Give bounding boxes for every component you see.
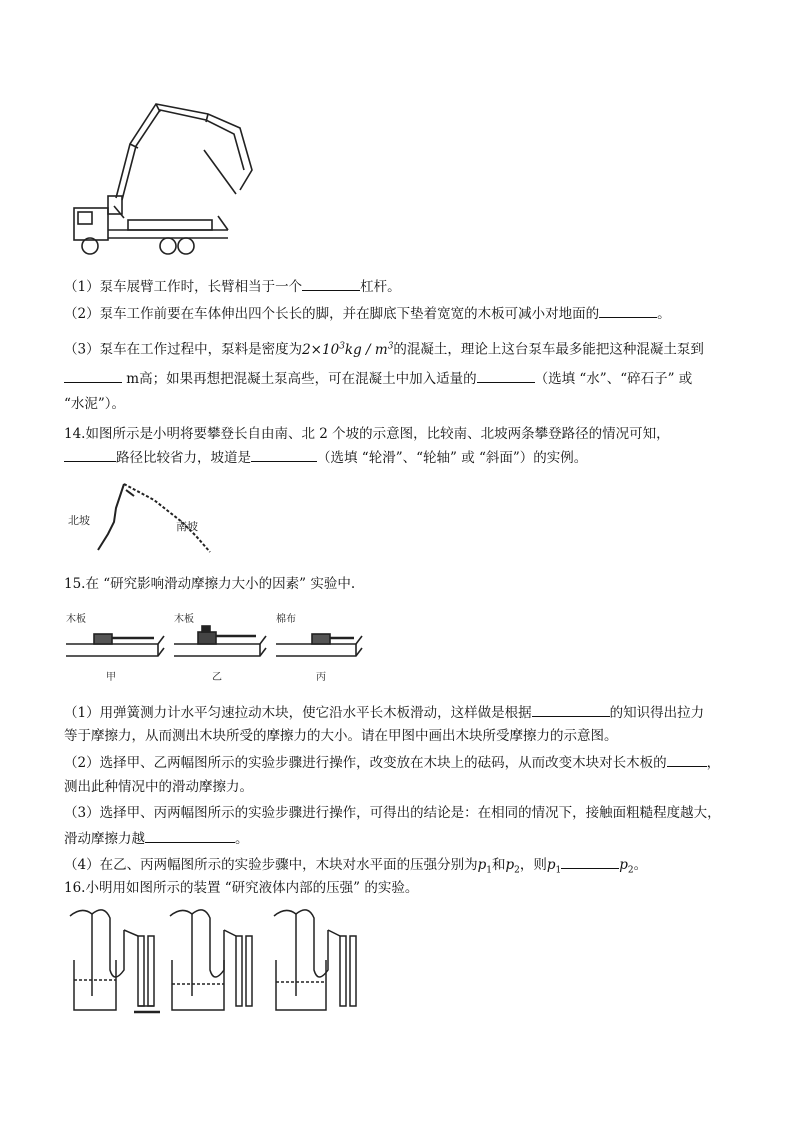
caption-jia: 甲 (106, 672, 116, 683)
q16-title-text: 16.小明用如图所示的装置 “研究液体内部的压强” 的实验。 (64, 880, 419, 896)
fig-label-yi-board: 木板 (174, 614, 194, 625)
pump-truck-figure (68, 98, 268, 260)
q15-p3-text: （3）选择甲、丙两幅图所示的实验步骤进行操作，可得出的结论是：在相同的情况下，接触面粗糙程度越大， (64, 805, 721, 821)
q13-part1 (64, 276, 401, 297)
north-slope-label: 北坡 (68, 514, 90, 527)
q15-p4-text: （4）在乙、丙两幅图所示的实验步骤中，木块对水平面的压强分别为 (64, 857, 478, 873)
q13-part3-line3 (64, 394, 125, 414)
q15-part2 (64, 752, 720, 773)
liquid-pressure-figure (64, 900, 364, 1016)
q15-part3-line2 (64, 828, 249, 849)
q13-p3b-text: m高；如果再想把混凝土泵高些，可在混凝土中加入适量的 (126, 371, 477, 387)
answer-blank-14-1[interactable] (64, 447, 116, 462)
q13-p3-text-end: 的混凝土，理论上这台泵车最多能把这种混凝土泵到 (393, 341, 704, 358)
q14-line1 (64, 424, 670, 444)
q16-title (64, 878, 418, 898)
q15-part1-line2 (64, 726, 618, 746)
q13-p3-text: （3）泵车在工作过程中，泵料是密度为 (64, 341, 303, 358)
q13-p3b-text-end: （选填 “水”、“碎石子” 或 (534, 371, 693, 387)
answer-blank-15-4[interactable] (561, 854, 619, 869)
answer-blank-15-1[interactable] (532, 702, 610, 717)
fig-label-jia-board: 木板 (66, 614, 86, 625)
q14-text-2: 路径比较省力，坡道是 (116, 450, 251, 466)
q13-p1-text: （1）泵车展臂工作时，长臂相当于一个 (64, 279, 303, 295)
q15-p2-text-end: ， (706, 755, 721, 771)
q13-part2 (64, 303, 671, 324)
q15-title (64, 574, 355, 594)
answer-blank-14-2[interactable] (251, 447, 317, 462)
q13-p3c-text: “水泥”）。 (64, 396, 126, 412)
answer-blank-13-2[interactable] (599, 303, 657, 318)
q13-p2-text-end: 。 (657, 306, 671, 322)
q15-p2-text: （2）选择甲、乙两幅图所示的实验步骤进行操作，改变放在木块上的砝码，从而改变木块对长木板的 (64, 755, 667, 771)
q14-text: 14.如图所示是小明将要攀登长自由南、北 2 个坡的示意图，比较南、北坡两条攀登路径的情况可知， (64, 426, 670, 442)
answer-blank-15-2[interactable] (667, 752, 707, 767)
q15-part2-line2 (64, 777, 253, 797)
q15-p1-text: （1）用弹簧测力计水平匀速拉动木块，使它沿水平长木板滑动，这样做是根据 (64, 705, 532, 721)
mountain-slopes-figure (64, 476, 224, 556)
answer-blank-13-3[interactable] (64, 368, 122, 383)
caption-bing: 丙 (316, 672, 326, 683)
answer-blank-15-3[interactable] (145, 828, 235, 843)
answer-blank-13-4[interactable] (477, 368, 535, 383)
density-formula: $2\times 10^3kg / m^3$ (302, 341, 394, 358)
q15-p2b-text: 测出此种情况中的滑动摩擦力。 (64, 779, 253, 795)
q13-p2-text: （2）泵车工作前要在车体伸出四个长长的脚，并在脚底下垫着宽宽的木板可减小对地面的 (64, 306, 600, 322)
q15-part3 (64, 803, 721, 823)
q13-part3 (64, 336, 704, 360)
q15-p3b-text: 滑动摩擦力越 (64, 831, 145, 847)
caption-yi: 乙 (212, 672, 222, 683)
q15-p1b-text: 等于摩擦力，从而测出木块所受的摩擦力的大小。请在甲图中画出木块所受摩擦力的示意图。 (64, 728, 618, 744)
answer-blank-13-1[interactable] (302, 276, 360, 291)
q14-text-2-end: （选填 “轮滑”、“轮轴” 或 “斜面”）的实例。 (317, 450, 588, 466)
q14-line2 (64, 447, 587, 468)
q15-p3b-text-end: 。 (235, 831, 249, 847)
q15-part1 (64, 702, 704, 723)
q15-part4: （4）在乙、丙两幅图所示的实验步骤中，木块对水平面的压强分别为$p_1$和$p_2$，则$p_1$ $p_2$。 (64, 854, 647, 881)
q15-title-text: 15.在 “研究影响滑动摩擦力大小的因素” 实验中. (64, 576, 356, 592)
fig-label-bing-cloth: 棉布 (276, 614, 296, 625)
q13-p1-text-end: 杠杆。 (360, 279, 401, 295)
q13-part3-line2 (64, 368, 692, 389)
friction-experiment-figure (64, 604, 364, 688)
south-slope-label: 南坡 (176, 520, 198, 533)
q15-p1-text-end: 的知识得出拉力 (609, 705, 705, 721)
